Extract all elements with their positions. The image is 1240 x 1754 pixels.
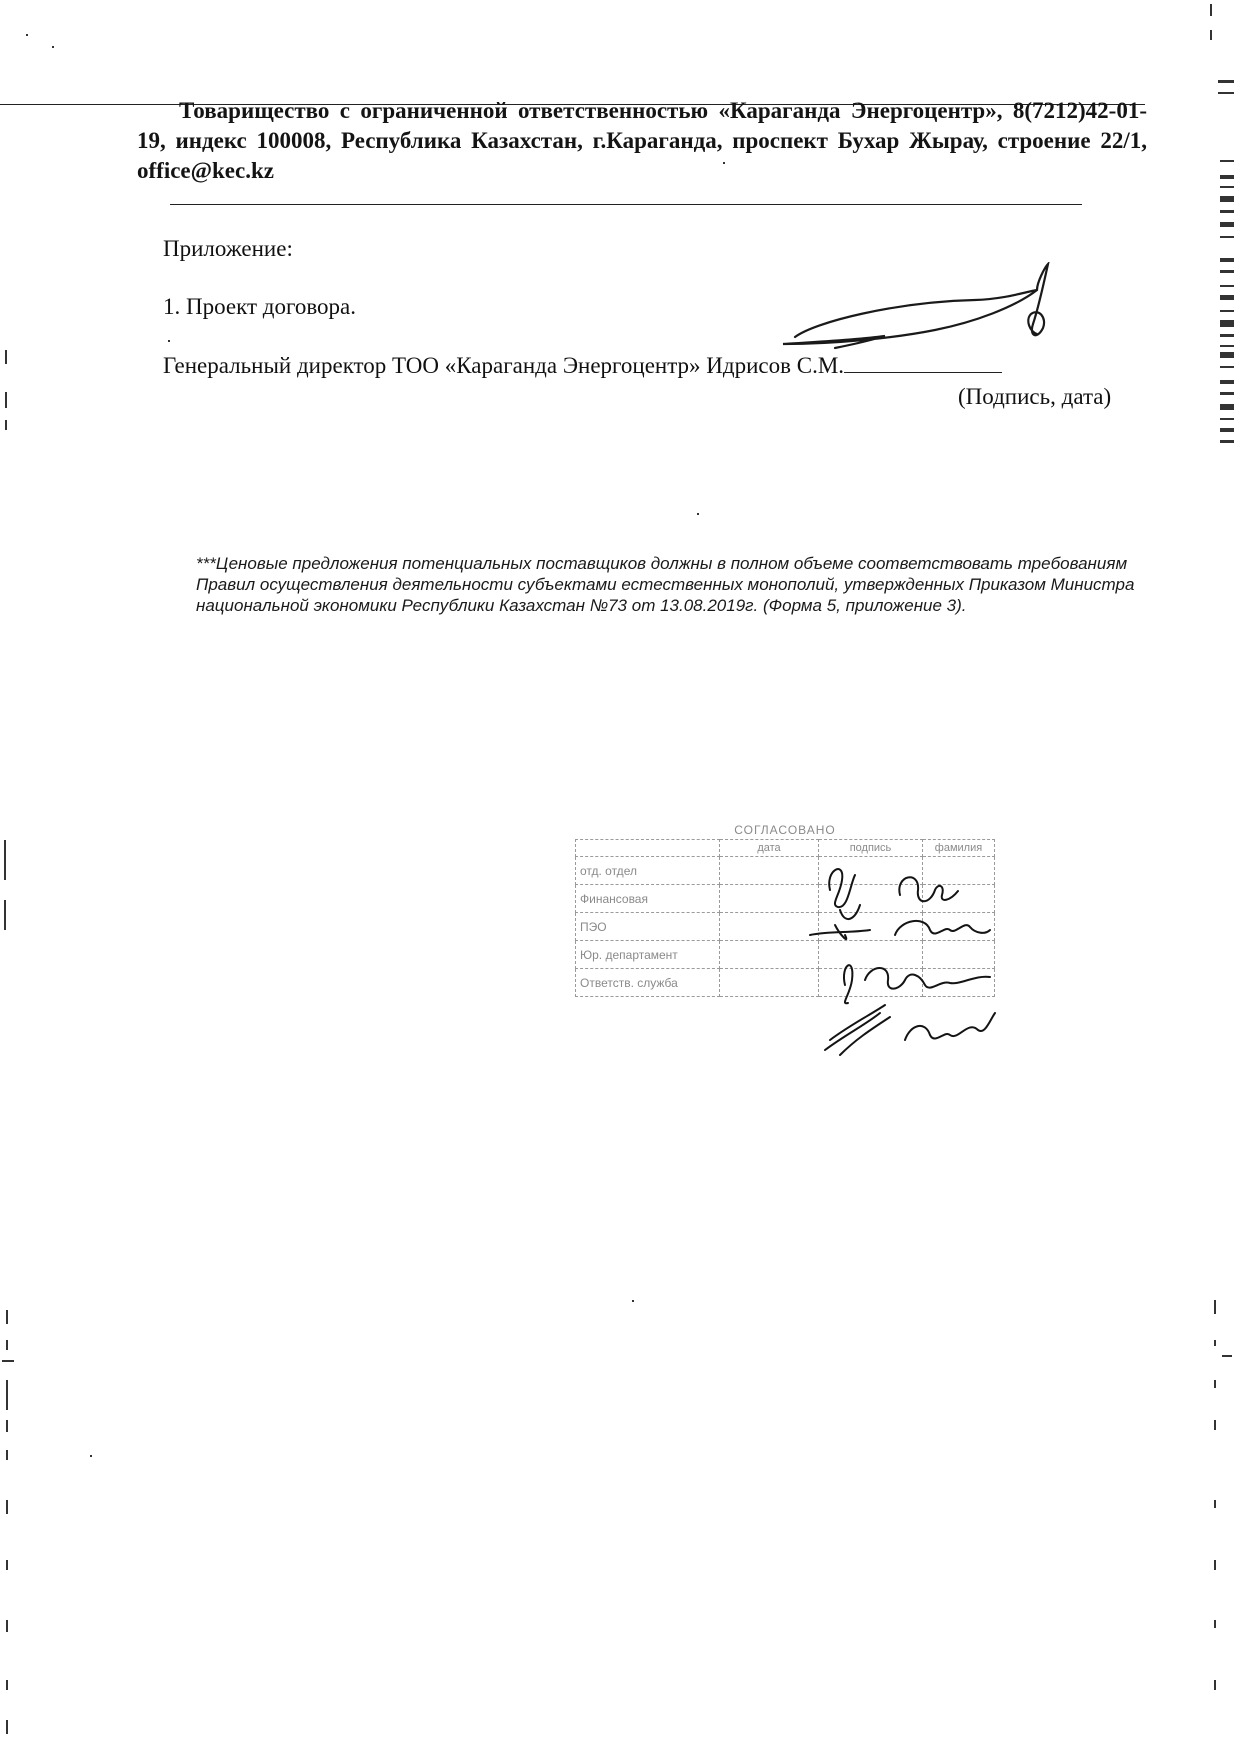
header-underline [170, 204, 1082, 205]
attachment-item: 1. Проект договора. [163, 294, 356, 319]
stamp-signatures [800, 835, 1030, 1060]
stamp-col-header [576, 840, 720, 857]
footnote: ***Ценовые предложения потенциальных поставщиков должны в полном объеме соответствовать требованиям Правил осуществления деятельности субъектами естественных монополий, утвержденных Приказом Министра национальной экономики Республики Казахстан №73 от 13.08.2019г. (Форма 5, приложение 3). [196, 554, 1135, 615]
stamp-row-label: ПЭО [576, 913, 720, 941]
signatory-text: Генеральный директор ТОО «Караганда Энергоцентр» Идрисов С.М. [163, 353, 845, 378]
stamp-col-header: фамилия [923, 840, 995, 857]
director-signature [775, 262, 1065, 372]
stamp-col-header: подпись [819, 840, 923, 857]
signature-caption: (Подпись, дата) [958, 384, 1112, 409]
stamp-col-header: дата [720, 840, 819, 857]
stamp-row-label: Финансовая [576, 885, 720, 913]
stamp-row-label: Ответств. служба [576, 969, 720, 997]
stamp-row-label: отд. отдел [576, 857, 720, 885]
stamp-row-label: Юр. департамент [576, 941, 720, 969]
company-header: Товарищество с ограниченной ответственностью «Караганда Энергоцентр», 8(7212)42-01-19, индекс 100008, Республика Казахстан, г.Караганда, проспект Бухар Жырау, строение 22/1, office@kec.kz [137, 98, 1147, 183]
attachments-label: Приложение: [163, 236, 293, 261]
approval-stamp [575, 815, 995, 1035]
stamp-title: СОГЛАСОВАНО [734, 823, 836, 837]
